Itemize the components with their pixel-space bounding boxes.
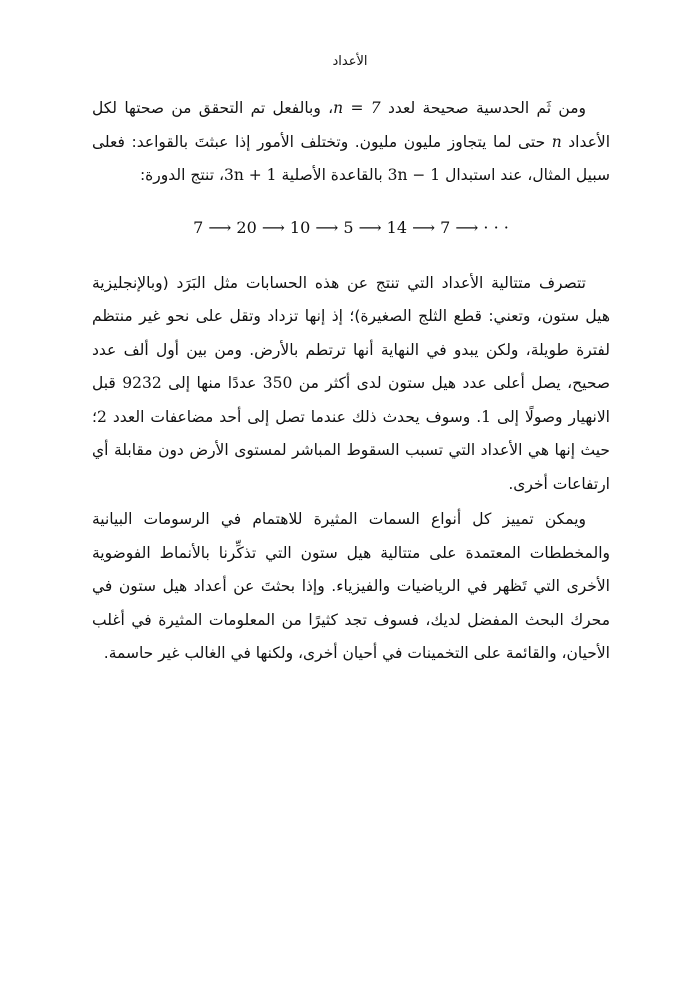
paragraph-1-text-c: حتى لما يتجاوز مليون مليون. وتختلف الأمور إذا عبثتَ بالقواعد: فعلى سبيل المثال، عند استبدال xyxy=(92,132,610,184)
math-3n-plus-1: 3n + 1 xyxy=(223,166,277,184)
paragraph-1-text-b: ، وبالفعل تم التحقق من صحتها لكل الأعداد xyxy=(92,99,610,151)
paragraph-1-text-a: ومن ثَم الحدسية صحيحة لعدد xyxy=(380,99,587,117)
paragraph-1 xyxy=(92,92,610,193)
paragraph-1-text-e: ، تنتج الدورة: xyxy=(139,166,224,184)
math-1: 1 xyxy=(481,407,492,426)
body-text xyxy=(92,92,610,671)
paragraph-2-text-a: تتصرف متتالية الأعداد التي تنتج عن هذه الحسابات مثل البَرَد (وبالإنجليزية هيل ستون، وتعني: قطع الثلج الصغيرة)؛ إذ إنها تزداد وتقل على نحو غير منتظم لفترة طويلة، ولكن يبدو في النهاية أنها ترتطم بالأرض. ومن بين أول ألف عدد صحيح، يصل أعلى عدد هيل ستون لدى أكثر من xyxy=(92,273,610,392)
math-n: n xyxy=(551,132,562,151)
math-2: 2 xyxy=(96,407,107,426)
paragraph-2 xyxy=(92,267,610,502)
running-head: الأعداد xyxy=(332,54,368,69)
paragraph-2-text-c: قبل الانهيار وصولًا إلى xyxy=(92,374,610,426)
paragraph-2-text-b: عددًا منها إلى xyxy=(161,374,263,392)
math-n-equals-7: n = 7 xyxy=(333,99,381,117)
paragraph-1-text-d: بالقاعدة الأصلية xyxy=(276,166,388,184)
paragraph-3: ويمكن تمييز كل أنواع السمات المثيرة للاهتمام في الرسومات البيانية والمخططات المعتمدة على متتالية هيل ستون التي تذكِّرنا بالأنماط الفوضوية الأخرى التي تَظهر في الرياضيات والفيزياء. وإذا بحثتَ عن أعداد هيل ستون في محرك البحث المفضل لديك، فسوف تجد كثيرًا من المعلومات المثيرة في أغلب الأحيان، والقائمة على التخمينات في أحيان أخرى، ولكنها في الغالب غير حاسمة. xyxy=(92,510,610,662)
cycle-equation: 7 ⟶ 20 ⟶ 10 ⟶ 5 ⟶ 14 ⟶ 7 ⟶ · · · xyxy=(193,217,509,237)
math-350: 350 xyxy=(262,374,293,392)
math-9232: 9232 xyxy=(122,374,162,392)
math-3n-minus-1: 3n − 1 xyxy=(387,166,441,184)
paragraph-2-text-e: ؛ حيث إنها هي الأعداد التي تسبب السقوط المباشر لمستوى الأرض دون مقابلة أي ارتفاعات أخرى. xyxy=(92,407,610,493)
paragraph-2-text-d: . وسوف يحدث ذلك عندما تصل إلى أحد مضاعفات العدد xyxy=(106,407,482,426)
